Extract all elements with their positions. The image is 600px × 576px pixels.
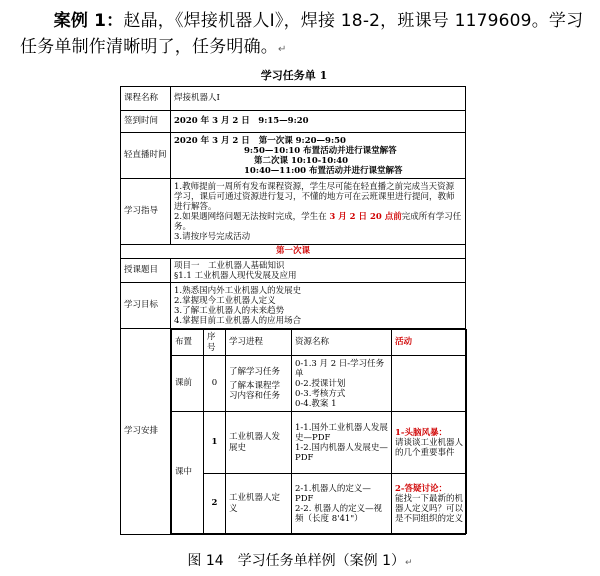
paragraph-mark-icon: ↵ <box>278 44 287 55</box>
row1-no: 1 <box>204 412 226 474</box>
signin-value: 2020 年 3 月 2 日 9:15—9:20 <box>171 111 466 133</box>
guide-label: 学习指导 <box>121 179 171 245</box>
row2-activity-text: 能找一下最新的机器人定义吗？可以是不同组织的定义 <box>395 493 464 524</box>
plan-header-layout: 布置 <box>172 330 204 356</box>
topic-line-1: 项目一 工业机器人基础知识 <box>174 260 285 271</box>
row1-resources: 1-1.国外工业机器人发展史—PDF 1-2.国内机器人发展史—PDF <box>292 412 392 474</box>
intro-text: 赵晶，《焊接机器人Ⅰ》，焊接 18-2，班课号 1179609。学习任务单制作清晰明了，任务明确。 <box>20 11 584 57</box>
plan-header-process: 学习进程 <box>226 330 292 356</box>
topic-line-2: §1.1 工业机器人现代发展及应用 <box>174 270 297 281</box>
deadline-highlight: 3 月 2 日 20 点前 <box>329 211 402 222</box>
live-label: 轻直播时间 <box>121 133 171 179</box>
guide-item-2: 2.如果遇网络问题无法按时完成，学生在 3 月 2 日 20 点前完成所有学习任务。 <box>174 211 462 232</box>
pre-class-label: 课前 <box>172 356 204 412</box>
row2-no: 2 <box>204 474 226 534</box>
goal-item-3: 3.了解工业机器人的未来趋势 <box>174 305 285 316</box>
pre-process-2: 了解本课程学习内容和任务 <box>229 380 281 401</box>
guide-item-1: 1.教师提前一周所有发布课程资源，学生尽可能在轻直播之前完成当天资源学习，课后可通过资源进行复习，不懂的地方可在云班课里进行提问，教师进行解答。 <box>174 181 455 212</box>
live-schedule <box>171 133 466 179</box>
pre-class-process <box>226 356 292 412</box>
goal-item-1: 1.熟悉国内外工业机器人的发展史 <box>174 285 302 296</box>
plan-header-no: 序号 <box>204 330 226 356</box>
row2-activity-title: 2-答疑讨论： <box>395 483 447 494</box>
plan-header-activity: 活动 <box>392 330 467 356</box>
plan-table <box>171 329 467 534</box>
pre-class-resources: 0-1.3 月 2 日-学习任务单 0-2.授课计划 0-3.考核方式 0-4.教案 1 <box>292 356 392 412</box>
intro-paragraph <box>20 8 590 63</box>
topic-label: 授课题目 <box>121 259 171 283</box>
signin-label: 签到时间 <box>121 111 171 133</box>
case-label: 案例 1： <box>53 11 124 31</box>
in-class-label: 课中 <box>172 412 204 534</box>
pre-class-no: 0 <box>204 356 226 412</box>
row2-process: 工业机器人定义 <box>226 474 292 534</box>
course-name-value: 焊接机器人Ⅰ <box>171 87 466 111</box>
plan-label: 学习安排 <box>121 329 171 535</box>
goal-item-4: 4.掌握目前工业机器人的应用场合 <box>174 315 302 326</box>
live-line-3: 第二次课 10:10-10:40 <box>254 155 349 166</box>
row1-process: 工业机器人发展史 <box>226 412 292 474</box>
task-sheet-table <box>120 86 466 535</box>
goal-item-2: 2.掌握现今工业机器人定义 <box>174 295 276 306</box>
task-sheet <box>120 66 468 536</box>
plan-cell <box>171 329 466 535</box>
caption-mark-icon: ↵ <box>405 558 413 568</box>
caption-text: 图 14 学习任务单样例（案例 1） <box>187 553 406 569</box>
row2-activity <box>392 474 467 534</box>
row1-activity <box>392 412 467 474</box>
task-sheet-title: 学习任务单 1 <box>260 69 328 82</box>
row2-resources: 2-1.机器人的定义—PDF 2-2. 机器人的定义—视频（长度 8'41"） <box>292 474 392 534</box>
live-line-1: 第一次课 9:20—9:50 <box>258 135 346 146</box>
guide-content <box>171 179 466 245</box>
live-date: 2020 年 3 月 2 日 <box>174 135 250 146</box>
topic-content <box>171 259 466 283</box>
guide-item-3: 3.请按序号完成活动 <box>174 231 251 242</box>
first-class-header: 第一次课 <box>121 245 466 259</box>
pre-class-activity <box>392 356 467 412</box>
live-line-2: 9:50—10:10 布置活动并进行课堂解答 <box>244 145 397 156</box>
course-name-label: 课程名称 <box>121 87 171 111</box>
pre-process-1: 了解学习任务 <box>229 366 281 377</box>
figure-caption <box>0 550 600 570</box>
row1-activity-title: 1-头脑风暴： <box>395 427 447 438</box>
live-line-4: 10:40—11:00 布置活动并进行课堂解答 <box>244 165 403 176</box>
plan-header-resource: 资源名称 <box>292 330 392 356</box>
row1-activity-text: 请谈谈工业机器人的几个重要事件 <box>395 437 464 458</box>
goal-content <box>171 283 466 329</box>
goal-label: 学习目标 <box>121 283 171 329</box>
